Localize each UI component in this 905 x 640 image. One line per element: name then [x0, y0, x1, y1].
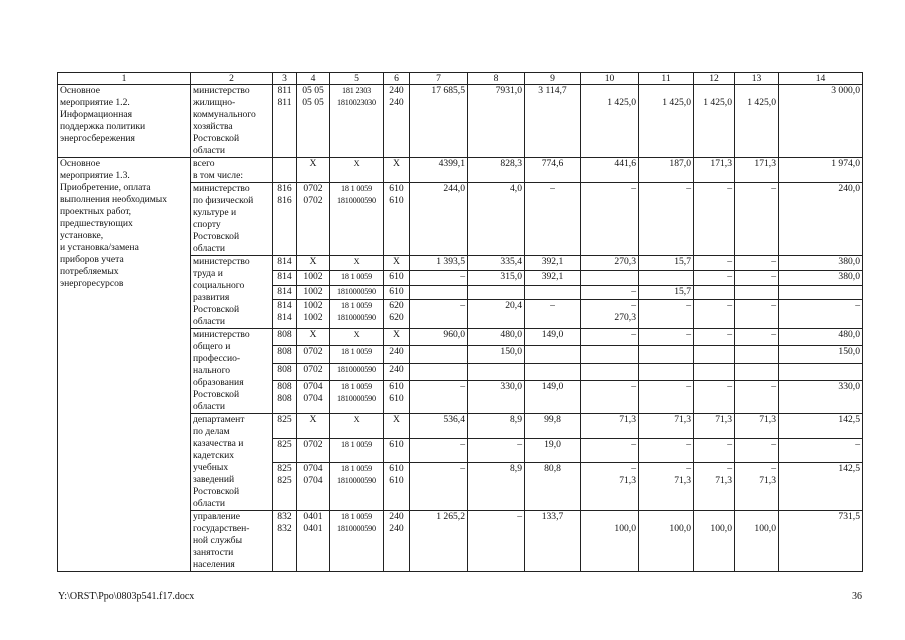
value-cell: 18 1 0059 [330, 438, 384, 463]
column-header: 3 [273, 73, 297, 85]
value-cell: 18 1 0059 1810000590 [330, 511, 384, 572]
value-cell: 610 [384, 270, 410, 285]
value-cell: 620 620 [384, 300, 410, 329]
value-cell: 825 [273, 438, 297, 463]
value-cell: 380,0 [779, 256, 863, 271]
value-cell: 4,0 [468, 183, 525, 256]
value-cell: Х [384, 256, 410, 271]
value-cell: 133,7 [525, 511, 581, 572]
column-header: 14 [779, 73, 863, 85]
value-cell: 1810000590 [330, 285, 384, 300]
value-cell: 71,3 [639, 414, 694, 439]
value-cell: 270,3 [581, 256, 639, 271]
value-cell: 15,7 [639, 256, 694, 271]
value-cell: – [410, 270, 468, 285]
value-cell: 441,6 [581, 158, 639, 183]
value-cell: 335,4 [468, 256, 525, 271]
value-cell: Х [330, 329, 384, 346]
value-cell: – [779, 438, 863, 463]
value-cell: – [694, 256, 735, 271]
value-cell: 244,0 [410, 183, 468, 256]
value-cell [639, 363, 694, 380]
value-cell: – 270,3 [581, 300, 639, 329]
value-cell: – [694, 300, 735, 329]
value-cell: 330,0 [779, 380, 863, 413]
value-cell: 1002 1002 [297, 300, 330, 329]
value-cell: 814 814 [273, 300, 297, 329]
value-cell: Х [384, 329, 410, 346]
column-header: 8 [468, 73, 525, 85]
value-cell: 825 825 [273, 463, 297, 511]
value-cell: 610 610 [384, 380, 410, 413]
value-cell: 100,0 [694, 511, 735, 572]
value-cell: – 71,3 [581, 463, 639, 511]
value-cell: – [779, 300, 863, 329]
value-cell: 610 [384, 285, 410, 300]
value-cell: – [581, 438, 639, 463]
value-cell: 480,0 [468, 329, 525, 346]
value-cell: – [581, 183, 639, 256]
value-cell: 171,3 [735, 158, 779, 183]
value-cell: 1 425,0 [639, 85, 694, 158]
value-cell: 99,8 [525, 414, 581, 439]
value-cell: 1 393,5 [410, 256, 468, 271]
value-cell [779, 285, 863, 300]
value-cell [735, 363, 779, 380]
value-cell [273, 158, 297, 183]
value-cell: 142,5 [779, 463, 863, 511]
value-cell: – 71,3 [694, 463, 735, 511]
value-cell [410, 363, 468, 380]
value-cell: – [639, 438, 694, 463]
value-cell: 80,8 [525, 463, 581, 511]
column-header: 10 [581, 73, 639, 85]
table-header-row [58, 73, 863, 85]
value-cell: 1 425,0 [694, 85, 735, 158]
measure-name-cell: Основное мероприятие 1.3. Приобретение, оплата выполнения необходимых проектных работ, предшествующих установке, и установка/замена приборов учета потребляемых энергоресурсов [58, 158, 191, 572]
value-cell: 0704 0704 [297, 463, 330, 511]
value-cell: 7931,0 [468, 85, 525, 158]
value-cell: 1810000590 [330, 363, 384, 380]
value-cell: 1 265,2 [410, 511, 468, 572]
value-cell: 05 05 05 05 [297, 85, 330, 158]
value-cell: Х [384, 158, 410, 183]
value-cell: 380,0 [779, 270, 863, 285]
value-cell: 0702 0702 [297, 183, 330, 256]
value-cell: Х [330, 256, 384, 271]
value-cell [639, 346, 694, 363]
value-cell: – [735, 183, 779, 256]
column-header: 4 [297, 73, 330, 85]
value-cell: – [694, 183, 735, 256]
value-cell: 187,0 [639, 158, 694, 183]
column-header: 13 [735, 73, 779, 85]
value-cell [525, 346, 581, 363]
value-cell [581, 363, 639, 380]
budget-table [57, 72, 863, 572]
value-cell: 1 974,0 [779, 158, 863, 183]
value-cell: 392,1 [525, 256, 581, 271]
value-cell: – [410, 463, 468, 511]
value-cell: 808 [273, 363, 297, 380]
value-cell: 808 [273, 329, 297, 346]
value-cell: Х [297, 414, 330, 439]
value-cell: 1002 [297, 285, 330, 300]
value-cell: – [694, 380, 735, 413]
value-cell: 825 [273, 414, 297, 439]
measure-name-cell: Основное мероприятие 1.2. Информационная поддержка политики энергосбережения [58, 85, 191, 158]
value-cell: 3 114,7 [525, 85, 581, 158]
value-cell [468, 363, 525, 380]
value-cell: – [694, 270, 735, 285]
value-cell: Х [384, 414, 410, 439]
value-cell [410, 346, 468, 363]
value-cell [779, 363, 863, 380]
value-cell: 150,0 [468, 346, 525, 363]
value-cell: 20,4 [468, 300, 525, 329]
executor-cell: управление государствен- ной службы занятости населения [191, 511, 273, 572]
value-cell: – 71,3 [735, 463, 779, 511]
value-cell: 100,0 [639, 511, 694, 572]
value-cell: 18 1 0059 [330, 270, 384, 285]
value-cell: 240 240 [384, 85, 410, 158]
value-cell: – [581, 285, 639, 300]
value-cell [735, 285, 779, 300]
value-cell: – [468, 438, 525, 463]
value-cell: 0401 0401 [297, 511, 330, 572]
value-cell: 610 610 [384, 183, 410, 256]
value-cell: – 71,3 [639, 463, 694, 511]
value-cell: 731,5 [779, 511, 863, 572]
value-cell: – [410, 300, 468, 329]
value-cell: 1 425,0 [581, 85, 639, 158]
value-cell: – [410, 380, 468, 413]
value-cell: 150,0 [779, 346, 863, 363]
value-cell: 18 1 0059 1810000590 [330, 183, 384, 256]
column-header: 6 [384, 73, 410, 85]
value-cell: – [525, 183, 581, 256]
value-cell: – [694, 438, 735, 463]
value-cell [581, 346, 639, 363]
table-row [58, 158, 863, 183]
value-cell: 8,9 [468, 463, 525, 511]
value-cell: 142,5 [779, 414, 863, 439]
value-cell: 480,0 [779, 329, 863, 346]
value-cell: – [525, 300, 581, 329]
value-cell: 71,3 [581, 414, 639, 439]
value-cell: – [639, 329, 694, 346]
value-cell: – [468, 511, 525, 572]
value-cell: 4399,1 [410, 158, 468, 183]
value-cell: 811 811 [273, 85, 297, 158]
footer-file-path: Y:\ORST\Ppo\0803p541.f17.docx [58, 591, 195, 602]
value-cell: 610 610 [384, 463, 410, 511]
value-cell: Х [297, 256, 330, 271]
value-cell: – [735, 329, 779, 346]
value-cell: 0704 0704 [297, 380, 330, 413]
value-cell: 100,0 [735, 511, 779, 572]
executor-cell: министерство общего и профессио- нального образования Ростовской области [191, 329, 273, 414]
value-cell [410, 285, 468, 300]
value-cell: 808 [273, 346, 297, 363]
value-cell: 71,3 [735, 414, 779, 439]
value-cell: Х [330, 414, 384, 439]
value-cell: 18 1 0059 1810000590 [330, 300, 384, 329]
column-header: 7 [410, 73, 468, 85]
value-cell: 392,1 [525, 270, 581, 285]
column-header: 12 [694, 73, 735, 85]
value-cell [639, 270, 694, 285]
value-cell: 17 685,5 [410, 85, 468, 158]
value-cell: 315,0 [468, 270, 525, 285]
executor-cell: министерство труда и социального развития Ростовской области [191, 256, 273, 329]
value-cell: – [694, 329, 735, 346]
value-cell: 71,3 [694, 414, 735, 439]
table-row [58, 85, 863, 158]
value-cell: 0702 [297, 438, 330, 463]
value-cell: 1 425,0 [735, 85, 779, 158]
value-cell [468, 285, 525, 300]
value-cell: 808 808 [273, 380, 297, 413]
value-cell: 171,3 [694, 158, 735, 183]
value-cell: 149,0 [525, 380, 581, 413]
value-cell: 18 1 0059 1810000590 [330, 463, 384, 511]
value-cell [581, 270, 639, 285]
value-cell: 240 [384, 346, 410, 363]
value-cell: 814 [273, 285, 297, 300]
value-cell: Х [297, 329, 330, 346]
value-cell: 960,0 [410, 329, 468, 346]
column-header: 9 [525, 73, 581, 85]
value-cell: Х [297, 158, 330, 183]
value-cell: – [581, 380, 639, 413]
value-cell: 816 816 [273, 183, 297, 256]
value-cell: 774,6 [525, 158, 581, 183]
column-header: 11 [639, 73, 694, 85]
value-cell: 240,0 [779, 183, 863, 256]
value-cell [525, 285, 581, 300]
value-cell: 15,7 [639, 285, 694, 300]
value-cell: 240 240 [384, 511, 410, 572]
column-header: 5 [330, 73, 384, 85]
column-header: 2 [191, 73, 273, 85]
value-cell: – [735, 256, 779, 271]
executor-cell: министерство жилищно- коммунального хозяйства Ростовской области [191, 85, 273, 158]
value-cell: 240 [384, 363, 410, 380]
column-header: 1 [58, 73, 191, 85]
page-number: 36 [852, 591, 862, 602]
value-cell: 330,0 [468, 380, 525, 413]
value-cell: – [735, 380, 779, 413]
value-cell: 536,4 [410, 414, 468, 439]
value-cell: 149,0 [525, 329, 581, 346]
value-cell: – [639, 300, 694, 329]
value-cell: 832 832 [273, 511, 297, 572]
value-cell: 100,0 [581, 511, 639, 572]
value-cell: 181 2303 1810023030 [330, 85, 384, 158]
value-cell [525, 363, 581, 380]
value-cell: 8,9 [468, 414, 525, 439]
executor-cell: всего в том числе: [191, 158, 273, 183]
value-cell: – [735, 438, 779, 463]
value-cell: 610 [384, 438, 410, 463]
executor-cell: министерство по физической культуре и спорту Ростовской области [191, 183, 273, 256]
value-cell: 828,3 [468, 158, 525, 183]
value-cell: 3 000,0 [779, 85, 863, 158]
value-cell: 0702 [297, 346, 330, 363]
value-cell: 1002 [297, 270, 330, 285]
value-cell: 814 [273, 256, 297, 271]
value-cell: 18 1 0059 [330, 346, 384, 363]
value-cell [735, 346, 779, 363]
executor-cell: департамент по делам казачества и кадетских учебных заведений Ростовской области [191, 414, 273, 511]
value-cell: – [410, 438, 468, 463]
value-cell: 0702 [297, 363, 330, 380]
value-cell: 814 [273, 270, 297, 285]
value-cell: 19,0 [525, 438, 581, 463]
value-cell: Х [330, 158, 384, 183]
value-cell: 18 1 0059 1810000590 [330, 380, 384, 413]
value-cell [694, 285, 735, 300]
value-cell: – [735, 270, 779, 285]
value-cell [694, 346, 735, 363]
value-cell: – [639, 380, 694, 413]
value-cell: – [735, 300, 779, 329]
value-cell [694, 363, 735, 380]
value-cell: – [581, 329, 639, 346]
value-cell: – [639, 183, 694, 256]
